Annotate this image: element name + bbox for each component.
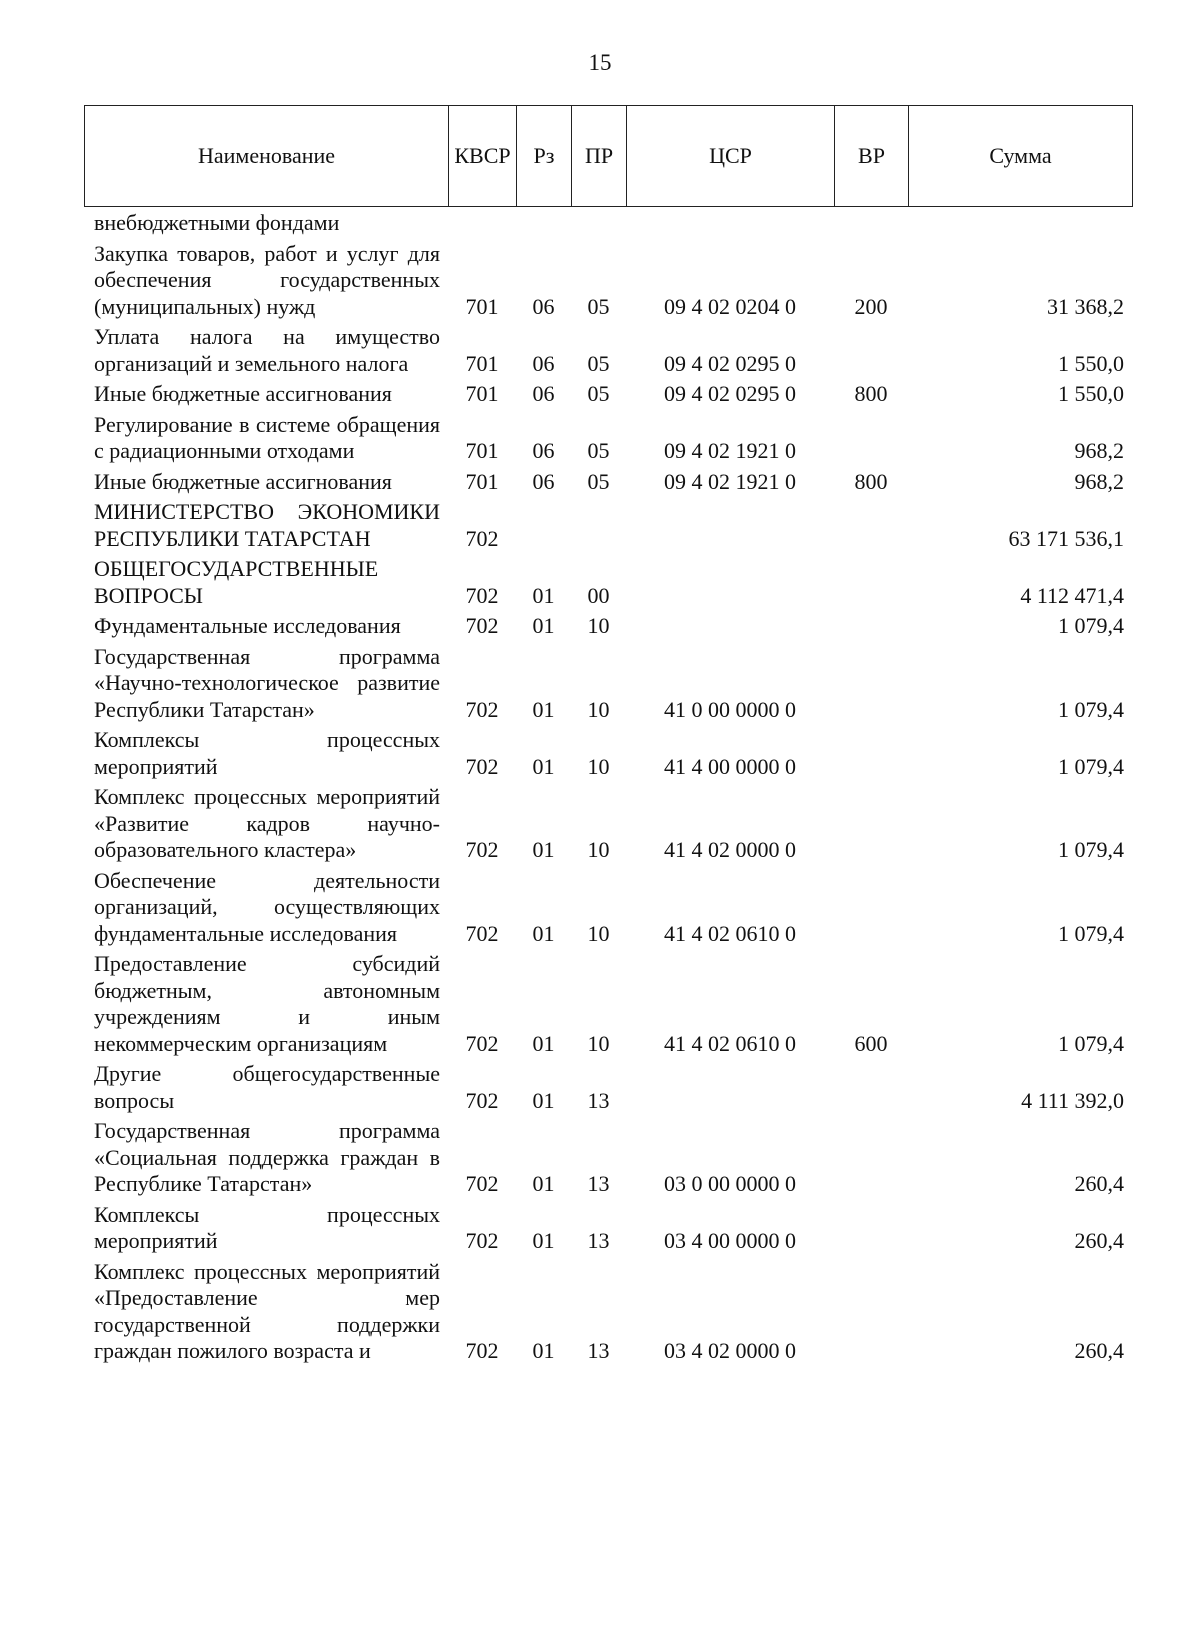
cell-rz: 06 [532, 438, 555, 463]
table-row [84, 642, 1132, 726]
cell-name: Комплекс процессных мероприятий «Развитие кадров научно-образовательного кластера» [94, 784, 440, 862]
table-row [84, 379, 1132, 410]
cell-rz: 06 [532, 293, 555, 319]
cell-pr: 10 [587, 920, 610, 946]
cell-name: Обеспечение деятельности организаций, осуществляющих фундаментальные исследования [94, 867, 440, 946]
cell-rz: 01 [532, 837, 555, 862]
table-row [84, 1200, 1132, 1257]
cell-csr: 09 4 02 0295 0 [664, 381, 796, 406]
cell-rz: 06 [532, 350, 555, 376]
cell-rz: 01 [532, 753, 555, 779]
cell-pr: 10 [587, 696, 610, 722]
cell-pr [571, 208, 626, 239]
cell-name: Уплата налога на имущество организаций и земельного налога [94, 324, 440, 376]
table-row [84, 554, 1132, 611]
cell-csr: 09 4 02 1921 0 [664, 468, 796, 494]
cell-vr [834, 642, 908, 726]
column-header-name: Наименование [85, 106, 449, 207]
table-row [84, 725, 1132, 782]
cell-name: Комплекс процессных мероприятий «Предоставление мер государственной поддержки граждан пожилого возраста и [94, 1258, 440, 1363]
cell-sum: 1 079,4 [1058, 1030, 1124, 1056]
cell-csr: 41 4 02 0610 0 [664, 920, 796, 946]
cell-sum: 1 079,4 [1058, 837, 1124, 862]
cell-rz [516, 208, 571, 239]
cell-csr: 41 4 00 0000 0 [664, 753, 796, 779]
cell-csr [626, 208, 834, 239]
cell-rz: 01 [532, 920, 555, 946]
cell-name: Иные бюджетные ассигнования [94, 381, 392, 406]
cell-vr [834, 866, 908, 950]
table-row [84, 410, 1132, 467]
cell-name: Иные бюджетные ассигнования [94, 468, 392, 494]
cell-csr [626, 554, 834, 611]
table-row [84, 1059, 1132, 1116]
cell-vr [834, 410, 908, 467]
cell-kvsr: 702 [465, 1087, 499, 1113]
budget-table [84, 208, 1132, 1367]
table-row [84, 239, 1132, 323]
table-row [84, 1257, 1132, 1367]
cell-kvsr: 702 [465, 753, 499, 779]
cell-name: ОБЩЕГОСУДАРСТВЕННЫЕ ВОПРОСЫ [94, 556, 379, 608]
cell-kvsr: 702 [465, 1171, 499, 1196]
column-header-vr: ВР [835, 106, 909, 207]
cell-name: Другие общегосударственные вопросы [94, 1061, 440, 1113]
cell-vr [834, 782, 908, 866]
cell-sum: 63 171 536,1 [1008, 525, 1124, 551]
cell-kvsr: 701 [465, 293, 499, 319]
cell-name: Предоставление субсидий бюджетным, автономным учреждениям и иным некоммерческим организациям [94, 951, 440, 1056]
cell-name: Комплексы процессных мероприятий [94, 1201, 440, 1253]
cell-csr: 09 4 02 1921 0 [664, 438, 796, 463]
cell-rz: 06 [532, 381, 555, 406]
cell-kvsr: 702 [465, 1338, 499, 1363]
cell-pr: 05 [587, 438, 610, 463]
cell-csr: 03 4 02 0000 0 [664, 1338, 796, 1363]
cell-kvsr: 702 [465, 696, 499, 722]
cell-sum: 1 550,0 [1058, 350, 1124, 376]
table-body [84, 208, 1132, 1367]
cell-rz: 01 [532, 613, 555, 638]
cell-pr: 05 [587, 350, 610, 376]
cell-pr: 00 [587, 582, 610, 608]
cell-rz: 01 [532, 1228, 555, 1253]
cell-sum: 4 112 471,4 [1020, 582, 1124, 608]
cell-csr: 03 0 00 0000 0 [664, 1171, 796, 1196]
cell-csr [626, 497, 834, 554]
cell-csr: 41 4 02 0000 0 [664, 837, 796, 862]
cell-name: Закупка товаров, работ и услуг для обеспечения государственных (муниципальных) нужд [94, 240, 440, 319]
cell-vr [834, 1257, 908, 1367]
cell-rz: 01 [532, 1087, 555, 1113]
cell-kvsr: 701 [465, 468, 499, 494]
cell-sum: 260,4 [1074, 1338, 1124, 1363]
cell-name: Комплексы процессных мероприятий [94, 727, 440, 779]
cell-pr: 05 [587, 381, 610, 406]
cell-kvsr [448, 208, 516, 239]
table-row [84, 322, 1132, 379]
table-row [84, 866, 1132, 950]
cell-name: МИНИСТЕРСТВО ЭКОНОМИКИ РЕСПУБЛИКИ ТАТАРСТАН [94, 499, 440, 551]
cell-sum: 260,4 [1074, 1171, 1124, 1196]
cell-kvsr: 702 [465, 613, 499, 638]
cell-name: Государственная программа «Социальная поддержка граждан в Республике Татарстан» [94, 1118, 440, 1196]
cell-pr: 13 [587, 1171, 610, 1196]
cell-kvsr: 701 [465, 350, 499, 376]
cell-pr: 13 [587, 1338, 610, 1363]
cell-csr: 41 4 02 0610 0 [664, 1030, 796, 1056]
cell-vr [834, 554, 908, 611]
cell-kvsr: 702 [465, 837, 499, 862]
cell-pr: 05 [587, 293, 610, 319]
table-row [84, 782, 1132, 866]
cell-pr: 13 [587, 1087, 610, 1113]
table-row [84, 208, 1132, 239]
cell-sum: 31 368,2 [1047, 293, 1124, 319]
page-number: 15 [588, 50, 612, 75]
column-header-pr: ПР [572, 106, 627, 207]
cell-sum: 1 079,4 [1058, 613, 1124, 638]
cell-name: Государственная программа «Научно-технологическое развитие Республики Татарстан» [94, 643, 440, 722]
cell-rz: 06 [532, 468, 555, 494]
cell-sum: 968,2 [1074, 438, 1124, 463]
cell-csr [626, 1059, 834, 1116]
cell-sum: 1 550,0 [1058, 381, 1124, 406]
cell-kvsr: 701 [465, 381, 499, 406]
cell-rz: 01 [532, 1030, 555, 1056]
cell-vr [834, 208, 908, 239]
cell-vr [834, 1059, 908, 1116]
cell-kvsr: 702 [465, 582, 499, 608]
cell-vr [834, 1116, 908, 1200]
column-header-sum: Сумма [909, 106, 1133, 207]
cell-kvsr: 702 [465, 1030, 499, 1056]
cell-rz: 01 [532, 582, 555, 608]
cell-vr: 800 [854, 468, 888, 494]
column-header-rz: Рз [517, 106, 572, 207]
column-header-kvsr: КВСР [449, 106, 517, 207]
cell-rz: 01 [532, 696, 555, 722]
cell-rz: 01 [532, 1171, 555, 1196]
table-header [84, 105, 1133, 207]
cell-csr [626, 611, 834, 642]
cell-name: Фундаментальные исследования [94, 613, 401, 638]
cell-pr: 10 [587, 837, 610, 862]
cell-name: внебюджетными фондами [94, 210, 340, 235]
cell-sum: 260,4 [1074, 1228, 1124, 1253]
cell-vr [834, 497, 908, 554]
cell-sum: 1 079,4 [1058, 696, 1124, 722]
cell-pr [571, 497, 626, 554]
column-header-csr: ЦСР [627, 106, 835, 207]
cell-pr: 10 [587, 753, 610, 779]
table-row [84, 467, 1132, 498]
cell-kvsr: 702 [465, 525, 499, 551]
cell-sum [908, 208, 1132, 239]
cell-kvsr: 702 [465, 920, 499, 946]
cell-kvsr: 701 [465, 438, 499, 463]
cell-rz [516, 497, 571, 554]
cell-pr: 05 [587, 468, 610, 494]
cell-vr: 800 [854, 381, 888, 406]
cell-sum: 4 111 392,0 [1021, 1087, 1124, 1113]
cell-pr: 10 [587, 1030, 610, 1056]
table-row [84, 497, 1132, 554]
cell-vr [834, 725, 908, 782]
cell-vr [834, 1200, 908, 1257]
cell-csr: 09 4 02 0204 0 [664, 293, 796, 319]
cell-vr: 200 [854, 293, 888, 319]
cell-name: Регулирование в системе обращения с радиационными отходами [94, 411, 440, 463]
cell-vr [834, 322, 908, 379]
cell-csr: 09 4 02 0295 0 [664, 350, 796, 376]
cell-csr: 41 0 00 0000 0 [664, 696, 796, 722]
cell-vr: 600 [854, 1030, 888, 1056]
cell-sum: 1 079,4 [1058, 920, 1124, 946]
cell-csr: 03 4 00 0000 0 [664, 1228, 796, 1253]
table-row [84, 949, 1132, 1059]
table-row [84, 611, 1132, 642]
cell-kvsr: 702 [465, 1228, 499, 1253]
cell-sum: 968,2 [1074, 468, 1124, 494]
cell-pr: 10 [587, 613, 610, 638]
cell-vr [834, 611, 908, 642]
cell-rz: 01 [532, 1338, 555, 1363]
cell-pr: 13 [587, 1228, 610, 1253]
table-row [84, 1116, 1132, 1200]
cell-sum: 1 079,4 [1058, 753, 1124, 779]
